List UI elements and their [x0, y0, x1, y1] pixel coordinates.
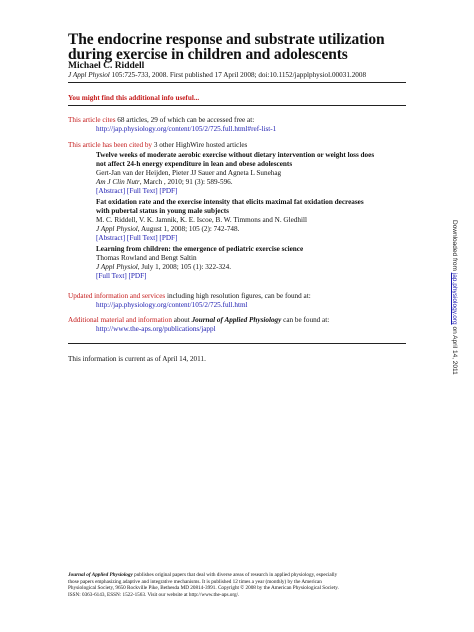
citation-details: 105:725-733, 2008. First published 17 April 2008; doi:10.1152/japplphysiol.00031.2008 — [109, 71, 367, 79]
additional-link[interactable]: http://www.the-aps.org/publications/jappl — [96, 325, 216, 333]
download-stamp-link[interactable]: jap.physiology.org — [451, 272, 458, 325]
ref-1-title-line2: not affect 24-h energy expenditure in lean and obese adolescents — [96, 160, 293, 168]
cited-ref-3 — [96, 245, 406, 281]
cites-link[interactable]: http://jap.physiology.org/content/105/2/725.full.html#ref-list-1 — [96, 125, 277, 133]
updated-line — [68, 292, 311, 301]
current-as-of: This information is current as of April 14, 2011. — [68, 355, 206, 363]
download-stamp-suffix: on April 14, 2011 — [451, 324, 458, 375]
download-stamp-text — [451, 220, 458, 375]
ref-1-citation — [96, 178, 406, 187]
ref-2-title-line2: with pubertal status in young male subjects — [96, 207, 229, 215]
cited-ref-2 — [96, 198, 406, 243]
cited-by-label: This article has been cited by — [68, 141, 153, 149]
ref-2-title-line1: Fat oxidation rate and the exercise intensity that elicits maximal fat oxidation decreases — [96, 198, 364, 206]
additional-line — [68, 316, 329, 325]
footer-journal: Journal of Applied Physiology — [68, 572, 133, 578]
footer-line-2: those papers emphasizing adaptive and integrative mechanisms. It is published 12 times a year (monthly) by the American — [68, 578, 322, 585]
cited-ref-1 — [96, 151, 406, 196]
ref-1-cite-rest: , March , 2010; 91 (3): 589-596. — [139, 178, 233, 186]
journal-footer — [68, 572, 406, 598]
cited-by-line — [68, 141, 247, 150]
article-title: The endocrine response and substrate utilization during exercise in children and adolescents — [68, 31, 385, 63]
cites-line — [68, 116, 254, 125]
additional-rest: can be found at: — [281, 316, 330, 324]
ref-1-journal: Am J Clin Nutr — [96, 178, 140, 186]
download-stamp-prefix: Downloaded from — [451, 220, 458, 273]
useful-info-divider — [68, 105, 406, 106]
footer-line-1-rest: publishes original papers that deal with diverse areas of research in applied physiology, especially — [132, 572, 338, 578]
current-top-divider — [68, 343, 406, 344]
additional-mid: about — [172, 316, 192, 324]
updated-link[interactable]: http://jap.physiology.org/content/105/2/725.full.html — [96, 301, 248, 309]
ref-3-cite-rest: , July 1, 2008; 105 (1): 322-324. — [137, 263, 232, 271]
ref-1-authors: Gert-Jan van der Heijden, Pieter JJ Sauer and Agneta L Sunehag — [96, 169, 282, 177]
citation-journal: J Appl Physiol — [68, 71, 110, 79]
updated-rest: including high resolution figures, can be found at: — [165, 292, 311, 300]
cites-label: This article cites — [68, 116, 116, 124]
article-author: Michael C. Riddell — [68, 61, 145, 71]
updated-label: Updated information and services — [68, 292, 166, 300]
ref-1-links[interactable]: [Abstract] [Full Text] [PDF] — [96, 187, 178, 195]
footer-line-3: Physiological Society, 9650 Rockville Pike, Bethesda MD 20814-3991. Copyright © 2008 by the American Physiological Society. — [68, 585, 339, 591]
ref-3-citation — [96, 263, 406, 272]
cited-by-count: 3 other HighWire hosted articles — [152, 141, 248, 149]
footer-line-4: ISSN: 0363-6143, ESSN: 1522-1563. Visit our website at http://www.the-aps.org/. — [68, 591, 240, 598]
additional-journal: Journal of Applied Physiology — [191, 316, 282, 324]
ref-3-journal: J Appl Physiol — [96, 263, 138, 271]
ref-2-authors: M. C. Riddell, V. K. Jamnik, K. E. Iscoe, B. W. Timmons and N. Gledhill — [96, 216, 307, 224]
ref-2-cite-rest: , August 1, 2008; 105 (2): 742-748. — [137, 225, 240, 233]
ref-2-citation — [96, 225, 406, 234]
header-divider — [68, 82, 406, 83]
additional-label: Additional material and information — [68, 316, 172, 324]
ref-1-title-line1: Twelve weeks of moderate aerobic exercise without dietary intervention or weight loss does — [96, 151, 375, 159]
ref-3-links[interactable]: [Full Text] [PDF] — [96, 272, 147, 280]
ref-3-title-line1: Learning from children: the emergence of pediatric exercise science — [96, 245, 304, 253]
cites-count: 68 articles, 29 of which can be accessed free at: — [115, 116, 255, 124]
ref-2-journal: J Appl Physiol — [96, 225, 138, 233]
useful-info-heading: You might find this additional info useful... — [68, 94, 200, 102]
download-stamp — [448, 220, 458, 390]
ref-2-links[interactable]: [Abstract] [Full Text] [PDF] — [96, 234, 178, 242]
ref-3-authors: Thomas Rowland and Bengt Saltin — [96, 254, 197, 262]
article-citation — [68, 71, 366, 79]
